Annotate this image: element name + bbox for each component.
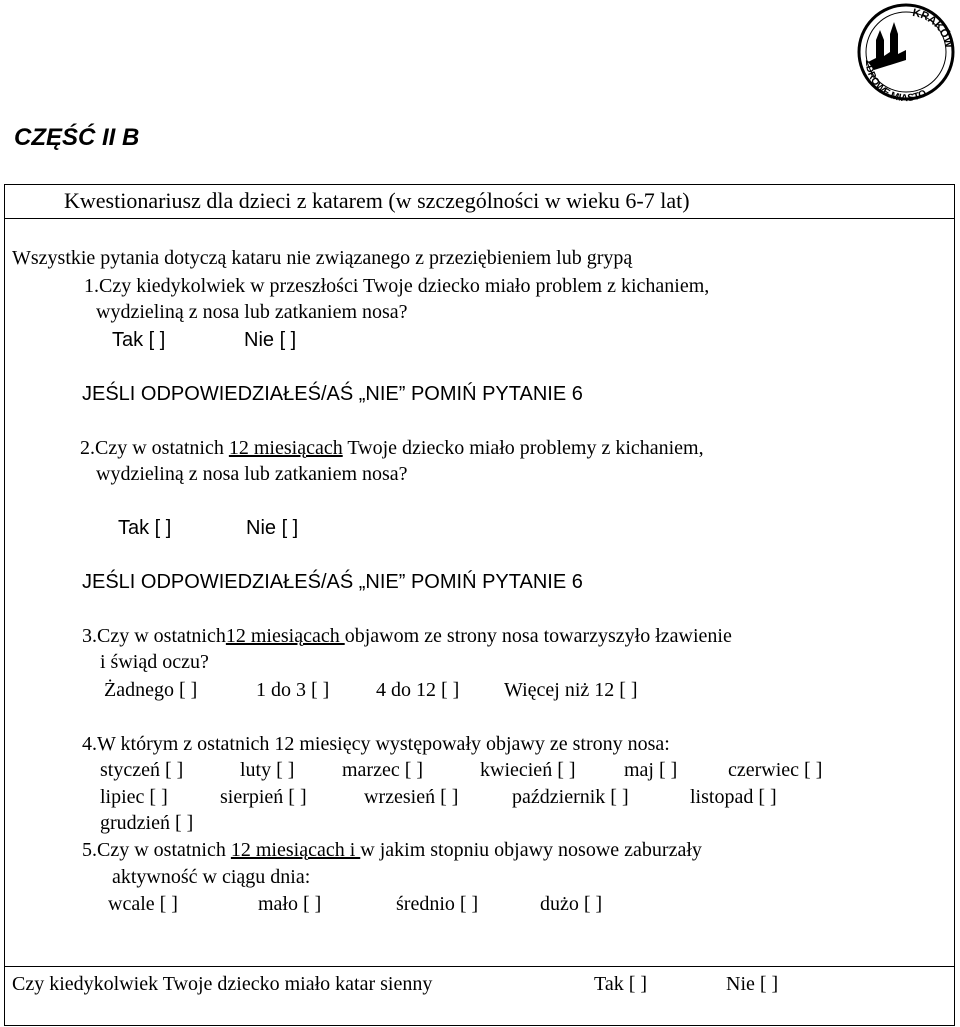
intro-text: Wszystkie pytania dotyczą kataru nie związanego z przeziębieniem lub grypą [12,247,633,269]
divider [4,966,955,967]
q1-yes-checkbox[interactable]: Tak [ ] [112,329,166,351]
q4-month-jul[interactable]: lipiec [ ] [100,786,168,808]
q4-month-apr[interactable]: kwiecień [ ] [480,759,576,781]
question-2-text-cont: wydzieliną z nosa lub zatkaniem nosa? [96,463,408,485]
q4-month-aug[interactable]: sierpień [ ] [220,786,307,808]
q1-skip-instruction: JEŚLI ODPOWIEDZIAŁEŚ/AŚ „NIE” POMIŃ PYTANIE 6 [82,383,583,405]
q3-option-1-3[interactable]: 1 do 3 [ ] [256,679,330,701]
q5-option-medium[interactable]: średnio [ ] [396,893,479,915]
hay-fever-no-checkbox[interactable]: Nie [ ] [726,973,779,995]
q4-month-sep[interactable]: wrzesień [ ] [364,786,459,808]
hay-fever-question: Czy kiedykolwiek Twoje dziecko miało katar sienny [12,973,433,995]
q4-month-jan[interactable]: styczeń [ ] [100,759,184,781]
question-3-text-cont: i świąd oczu? [100,651,209,673]
form-title: Kwestionariusz dla dzieci z katarem (w szczególności w wieku 6-7 lat) [64,188,690,213]
q4-month-dec[interactable]: grudzień [ ] [100,812,194,834]
q4-month-nov[interactable]: listopad [ ] [690,786,777,808]
q2-skip-instruction: JEŚLI ODPOWIEDZIAŁEŚ/AŚ „NIE” POMIŃ PYTANIE 6 [82,571,583,593]
q4-month-jun[interactable]: czerwiec [ ] [728,759,823,781]
q1-no-checkbox[interactable]: Nie [ ] [244,329,297,351]
q3-option-4-12[interactable]: 4 do 12 [ ] [376,679,460,701]
question-3-text: 3.Czy w ostatnich12 miesiącach objawom ze strony nosa towarzyszyło łzawienie [82,625,732,647]
q4-month-oct[interactable]: październik [ ] [512,786,629,808]
question-5-text: 5.Czy w ostatnich 12 miesiącach i w jakim stopniu objawy nosowe zaburzały [82,839,702,861]
question-1-text: 1.Czy kiedykolwiek w przeszłości Twoje dziecko miało problem z kichaniem, [84,275,710,297]
hay-fever-yes-checkbox[interactable]: Tak [ ] [594,973,648,995]
question-1-text-cont: wydzieliną z nosa lub zatkaniem nosa? [96,301,408,323]
logo-text-top: KRAKÓW [911,6,955,50]
q5-option-much[interactable]: dużo [ ] [540,893,603,915]
q5-option-none[interactable]: wcale [ ] [108,893,178,915]
q3-option-none[interactable]: Żadnego [ ] [104,679,198,701]
q3-option-more-12[interactable]: Więcej niż 12 [ ] [504,679,638,701]
q4-month-may[interactable]: maj [ ] [624,759,678,781]
question-5-text-cont: aktywność w ciągu dnia: [112,866,311,888]
q2-yes-checkbox[interactable]: Tak [ ] [118,517,172,539]
q4-month-feb[interactable]: luty [ ] [240,759,295,781]
question-2-text: 2.Czy w ostatnich 12 miesiącach Twoje dziecko miało problemy z kichaniem, [80,437,704,459]
svg-text:ZDROWE MIASTO [863,60,929,104]
krakow-healthy-city-logo [854,0,958,104]
q2-no-checkbox[interactable]: Nie [ ] [246,517,299,539]
question-4-text: 4.W którym z ostatnich 12 miesięcy występowały objawy ze strony nosa: [82,733,670,755]
logo-text-bottom: ZDROWE MIASTO [862,59,929,104]
divider [4,218,955,219]
q4-month-mar[interactable]: marzec [ ] [342,759,424,781]
part-title: CZĘŚĆ II B [14,124,140,151]
q5-option-little[interactable]: mało [ ] [258,893,322,915]
